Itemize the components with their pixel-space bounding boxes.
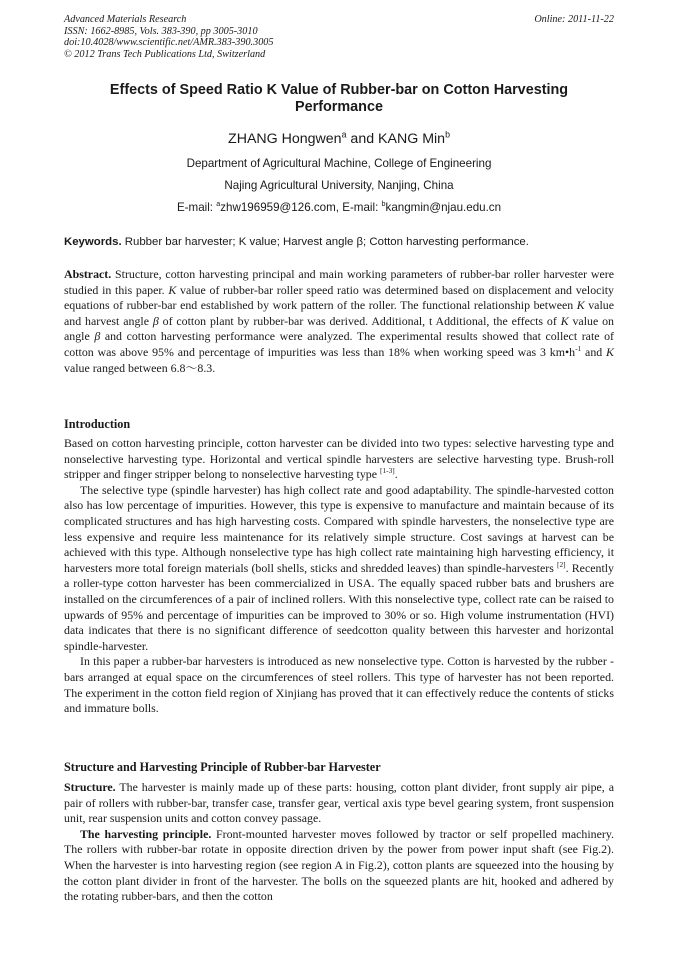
abstract-k-symbol: K [168,282,177,297]
affiliation-university: Najing Agricultural University, Nanjing, China [224,179,454,192]
intro-p2-end: . Recently a roller-type cotton harvester has been commercialized in USA. The equally spaced rubber bats and brushers are installed on the circumferences of a pair of inclined rollers. With this nonselective type, collect rate can be raised to upwards of 95% and percentage of impurities can be improved to 30% or so. High volume instrumentation (HVI) data indicates that there is no significant difference of seedcotton quality between this harvester and horizontal spindle-harvester. [64,560,614,653]
intro-paragraph-1 [64,436,614,483]
paper-title: Effects of Speed Ratio K Value of Rubber-bar on Cotton Harvesting Performance [109,82,569,115]
keywords-text: Rubber bar harvester; K value; Harvest angle β; Cotton harvesting performance. [121,236,529,248]
email-b[interactable]: kangmin@njau.edu.cn [385,201,502,214]
abstract-beta-symbol: β [152,313,159,328]
issn-line: ISSN: 1662-8985, Vols. 383-390, pp 3005-3010 [64,25,258,37]
keywords-line [64,235,614,249]
intro-paragraph-3: In this paper a rubber-bar harvesters is introduced as new nonselective type. Cotton is harvested by the rubber -bars arranged at equal space on the circumferences of steel rollers. This type of harvester has not been reported. The experiment in the cotton field region of Xinjiang has proved that it can effectively reduce the contents of sticks and immature bolls. [64,654,614,716]
intro-p1-text: Based on cotton harvesting principle, cotton harvester can be divided into two types: selective harvesting type and nonselective harvesting type. Horizontal and vertical spindle harvesters are selective harvesting type. Brush-roll stripper and finger stripper belong to nonselective harvesting type [64,436,614,482]
author-1-sup: a [341,129,347,140]
abstract-k-symbol: K [606,344,614,359]
author-2: KANG Min [378,131,446,147]
journal-name: Advanced Materials Research [64,14,187,25]
abstract-paragraph [64,267,614,376]
abstract-k-symbol: K [576,298,585,313]
introduction-heading: Introduction [64,417,131,431]
harvesting-principle-paragraph [64,827,614,905]
affiliation-department: Department of Agricultural Machine, College of Engineering [186,157,492,170]
author-conjunction: and [346,131,379,147]
abstract-text: of cotton plant by rubber-bar was derived. Additional, t Additional, the effects of [158,313,561,328]
abstract-text: value ranged between 6.8～8.3. [64,360,216,375]
introduction-body [64,436,614,717]
intro-p2-text: The selective type (spindle harvester) has high collect rate and good adaptability. The spindle-harvested cotton also has low percentage of impurities. However, this type is expensive to manufacture and maintain because of its complicated structures and has high harvesting costs. Compared with spindle harvesters, the nonselective type are less expensive and require less maintenance for its relatively simple structure. Cost savings at harvest can be achieved with this type. Although nonselective type has high collect rate maintaining high harvesting efficiency, it harvesters more total foreign materials (boll shells, sticks and shredded leaves) than spindle-harvesters [64,482,614,575]
abstract-text: and cotton harvesting performance were analyzed. The experimental results showed that collect rate of cotton was above 95% and percentage of impurities was less than 18% when working speed was 3 km•h [64,329,614,359]
author-line [64,130,614,148]
journal-header [64,14,273,60]
copyright-line: © 2012 Trans Tech Publications Ltd, Switzerland [64,48,266,60]
citation-ref[interactable]: [2] [557,559,566,569]
author-2-sup: b [445,129,450,140]
abstract-text: value of rubber-bar roller speed ratio was determined based on displacement and velocity equations of rubber-bar end established by work pattern of the roller. The functional relationship between [64,282,614,313]
author-1: ZHANG Hongwen [228,131,342,147]
structure-heading: Structure and Harvesting Principle of Rubber-bar Harvester [64,760,381,774]
doi-line: doi:10.4028/www.scientific.net/AMR.383-390.3005 [64,37,274,49]
abstract-k-symbol: K [560,313,569,328]
structure-text: The harvester is mainly made up of these parts: housing, cotton plant divider, front supply air pipe, a pair of rollers with rubber-bar, transfer case, transfer gear, vertical axis type bevel gearing system, front suspension unit, rear suspension units and cotton convey passage. [64,780,614,826]
keywords-label: Keywords. [64,236,122,248]
citation-ref[interactable]: [1-3] [380,466,395,476]
structure-label: Structure. [64,780,116,794]
online-date-header [534,14,614,26]
email-prefix: E-mail: [176,201,217,214]
email-a[interactable]: zhw196959@126.com, E-mail: [220,201,382,214]
online-date: Online: 2011-11-22 [534,14,614,25]
intro-p1-end: . [394,467,398,482]
abstract-beta-symbol: β [94,329,101,344]
abstract-unit-sup: -1 [575,344,582,353]
affiliation-emails [64,201,614,215]
abstract-text: value and harvest angle [64,298,614,328]
abstract-label: Abstract. [64,267,112,281]
abstract-text: Structure, cotton harvesting principal and main working parameters of rubber-bar roller harvester were studied in this paper. [64,267,614,297]
email-b-sup: b [381,199,386,209]
structure-body [64,780,614,905]
harvesting-principle-label: The harvesting principle. [80,826,212,841]
structure-paragraph [64,780,614,827]
harvesting-principle-text: Front-mounted harvester moves followed by tractor or self propelled machinery. The rollers with rubber-bar rotate in opposite direction driven by the power from power input shaft (see Fig.2). When the harvester is into harvesting region (see region A in Fig.2), cotton plants are squeezed into the housing by the cotton plant divider in front of the harvester. The bolls on the squeezed plants are hit, hooked and adhered by the rotating rubber-bars, and then the cotton [64,826,614,904]
intro-paragraph-2 [64,483,614,655]
email-a-sup: a [216,199,221,209]
abstract-text: value on angle [64,313,614,344]
abstract-text: and [581,344,607,359]
